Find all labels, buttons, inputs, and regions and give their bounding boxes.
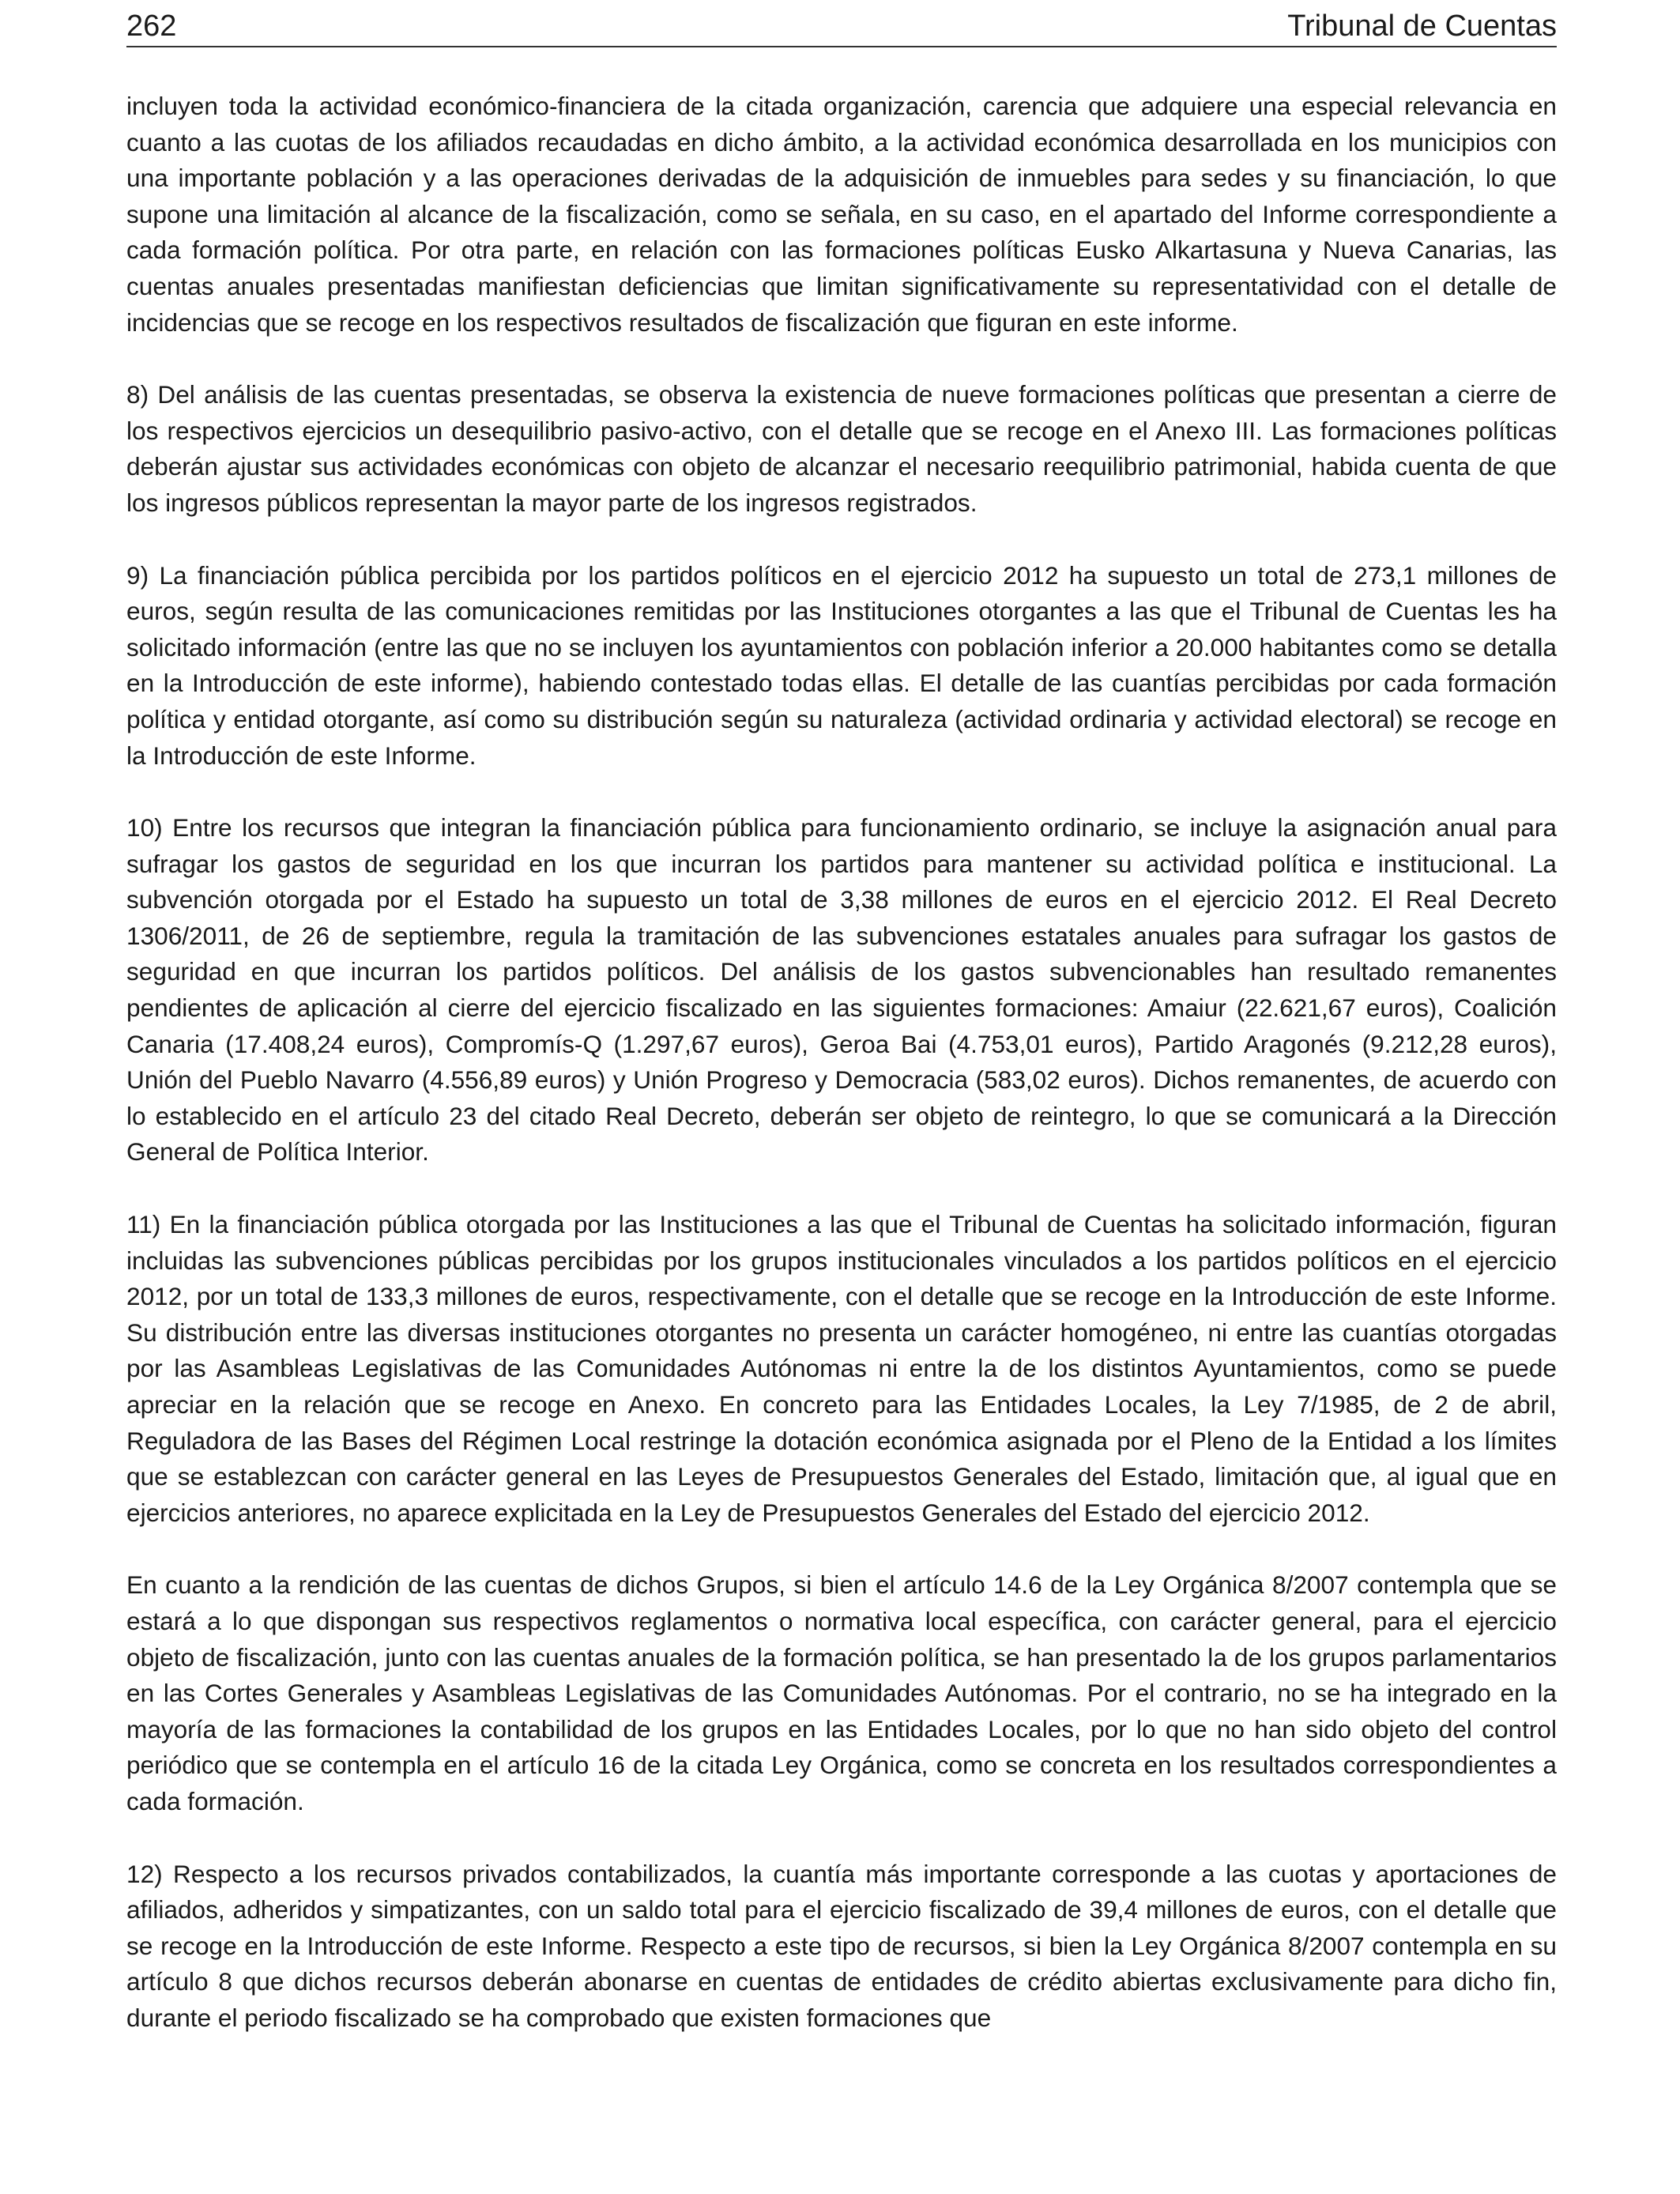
- page-header: [126, 8, 1557, 44]
- paragraph-11-continued: En cuanto a la rendición de las cuentas de dichos Grupos, si bien el artículo 14.6 de la Ley Orgánica 8/2007 contempla que se estará a lo que dispongan sus respectivos reglamentos o normativa local específica, con carácter general, para el ejercicio objeto de fiscalización, junto con las cuentas anuales de la formación política, se han presentado la de los grupos parlamentarios en las Cortes Generales y Asambleas Legislativas de las Comunidades Autónomas. Por el contrario, no se ha integrado en la mayoría de las formaciones la contabilidad de los grupos en las Entidades Locales, por lo que no han sido objeto del control periódico que se contempla en el artículo 16 de la citada Ley Orgánica, como se concreta en los resultados correspondientes a cada formación.: [126, 1570, 1557, 1815]
- paragraph-11: 11) En la financiación pública otorgada por las Instituciones a las que el Tribunal de Cuentas ha solicitado información, figuran incluidas las subvenciones públicas percibidas por los grupos institucionales vinculados a los partidos políticos en el ejercicio 2012, por un total de 133,3 millones de euros, respectivamente, con el detalle que se recoge en la Introducción de este Informe. Su distribución entre las diversas instituciones otorgantes no presenta un carácter homogéneo, ni entre las cuantías otorgadas por las Asambleas Legislativas de las Comunidades Autónomas ni entre la de los distintos Ayuntamientos, como se puede apreciar en la relación que se recoge en Anexo. En concreto para las Entidades Locales, la Ley 7/1985, de 2 de abril, Reguladora de las Bases del Régimen Local restringe la dotación económica asignada por el Pleno de la Entidad a los límites que se establezcan con carácter general en las Leyes de Presupuestos Generales del Estado, limitación que, al igual que en ejercicios anteriores, no aparece explicitada en la Ley de Presupuestos Generales del Estado del ejercicio 2012.: [126, 1210, 1557, 1527]
- running-title: Tribunal de Cuentas: [1287, 9, 1557, 43]
- paragraph-10: 10) Entre los recursos que integran la financiación pública para funcionamiento ordinario, se incluye la asignación anual para sufragar los gastos de seguridad en los que incurran los partidos para mantener su actividad política e institucional. La subvención otorgada por el Estado ha supuesto un total de 3,38 millones de euros en el ejercicio 2012. El Real Decreto 1306/2011, de 26 de septiembre, regula la tramitación de las subvenciones estatales anuales para sufragar los gastos de seguridad en que incurran los partidos políticos. Del análisis de los gastos subvencionables han resultado remanentes pendientes de aplicación al cierre del ejercicio fiscalizado en las siguientes formaciones: Amaiur (22.621,67 euros), Coalición Canaria (17.408,24 euros), Compromís-Q (1.297,67 euros), Geroa Bai (4.753,01 euros), Partido Aragonés (9.212,28 euros), Unión del Pueblo Navarro (4.556,89 euros) y Unión Progreso y Democracia (583,02 euros). Dichos remanentes, de acuerdo con lo establecido en el artículo 23 del citado Real Decreto, deberán ser objeto de reintegro, lo que se comunicará a la Dirección General de Política Interior.: [126, 813, 1557, 1167]
- page-number: 262: [126, 9, 177, 43]
- paragraph-continuation: incluyen toda la actividad económico-financiera de la citada organización, carencia que adquiere una especial relevancia en cuanto a las cuotas de los afiliados recaudadas en dicho ámbito, a la actividad económica desarrollada en los municipios con una importante población y a las operaciones derivadas de la adquisición de inmuebles para sedes y su financiación, lo que supone una limitación al alcance de la fiscalización, como se señala, en su caso, en el apartado del Informe correspondiente a cada formación política. Por otra parte, en relación con las formaciones políticas Eusko Alkartasuna y Nueva Canarias, las cuentas anuales presentadas manifiestan deficiencias que limitan significativamente su representatividad con el detalle de incidencias que se recoge en los respectivos resultados de fiscalización que figuran en este informe.: [126, 92, 1557, 337]
- paragraph-8: 8) Del análisis de las cuentas presentadas, se observa la existencia de nueve formaciones políticas que presentan a cierre de los respectivos ejercicios un desequilibrio pasivo-activo, con el detalle que se recoge en el Anexo III. Las formaciones políticas deberán ajustar sus actividades económicas con objeto de alcanzar el necesario reequilibrio patrimonial, habida cuenta de que los ingresos públicos representan la mayor parte de los ingresos registrados.: [126, 380, 1557, 517]
- body-text: [126, 89, 1557, 2037]
- paragraph-12: 12) Respecto a los recursos privados contabilizados, la cuantía más importante corresponde a las cuotas y aportaciones de afiliados, adheridos y simpatizantes, con un saldo total para el ejercicio fiscalizado de 39,4 millones de euros, con el detalle que se recoge en la Introducción de este Informe. Respecto a este tipo de recursos, si bien la Ley Orgánica 8/2007 contempla en su artículo 8 que dichos recursos deberán abonarse en cuentas de entidades de crédito abiertas exclusivamente para dicho fin, durante el periodo fiscalizado se ha comprobado que existen formaciones que: [126, 1859, 1557, 2032]
- paragraph-9: 9) La financiación pública percibida por los partidos políticos en el ejercicio 2012 ha supuesto un total de 273,1 millones de euros, según resulta de las comunicaciones remitidas por las Instituciones otorgantes a las que el Tribunal de Cuentas les ha solicitado información (entre las que no se incluyen los ayuntamientos con población inferior a 20.000 habitantes como se detalla en la Introducción de este informe), habiendo contestado todas ellas. El detalle de las cuantías percibidas por cada formación política y entidad otorgante, así como su distribución según su naturaleza (actividad ordinaria y actividad electoral) se recoge en la Introducción de este Informe.: [126, 560, 1557, 770]
- document-page: [126, 0, 1557, 2194]
- header-rule: [126, 46, 1557, 47]
